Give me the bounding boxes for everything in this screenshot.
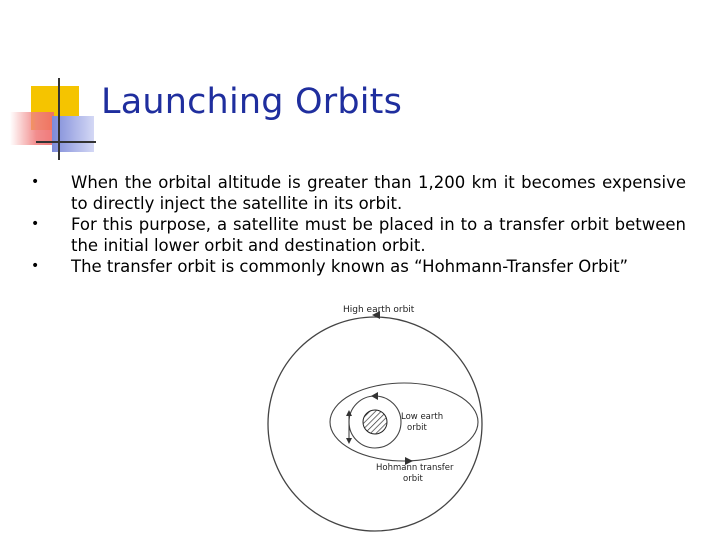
bullet-text: For this purpose, a satellite must be placed in to a transfer orbit between the initial lower orbit and destination orbit. xyxy=(71,215,686,255)
title-decoration-horizontal-line xyxy=(36,141,96,143)
hohmann-transfer-ellipse xyxy=(330,383,478,461)
title-decoration-vertical-line xyxy=(58,78,60,160)
low-orbit-label: Low earth xyxy=(401,412,444,422)
transfer-orbit-label-line2: orbit xyxy=(403,474,423,484)
bullet-item xyxy=(22,172,686,214)
bullet-item xyxy=(22,256,686,277)
hohmann-orbit-diagram xyxy=(266,295,486,540)
bullet-text: When the orbital altitude is greater than 1,200 km it becomes expensive to directly inject the satellite in its orbit. xyxy=(71,173,686,213)
high-orbit-label: High earth orbit xyxy=(343,305,415,315)
bullet-glyph: • xyxy=(31,216,40,232)
bullet-text: The transfer orbit is commonly known as “Hohmann-Transfer Orbit” xyxy=(71,257,629,276)
bullet-list xyxy=(22,172,686,277)
low-orbit-label-line2: orbit xyxy=(407,423,427,433)
impulse-marker-arrow-down xyxy=(346,438,352,444)
slide-title: Launching Orbits xyxy=(101,82,403,122)
bullet-glyph: • xyxy=(31,258,40,274)
low-orbit-direction-arrow xyxy=(371,392,378,400)
bullet-item xyxy=(22,214,686,256)
transfer-orbit-label: Hohmann transfer xyxy=(376,463,454,473)
earth-icon xyxy=(363,410,387,434)
bullet-glyph: • xyxy=(31,174,40,190)
